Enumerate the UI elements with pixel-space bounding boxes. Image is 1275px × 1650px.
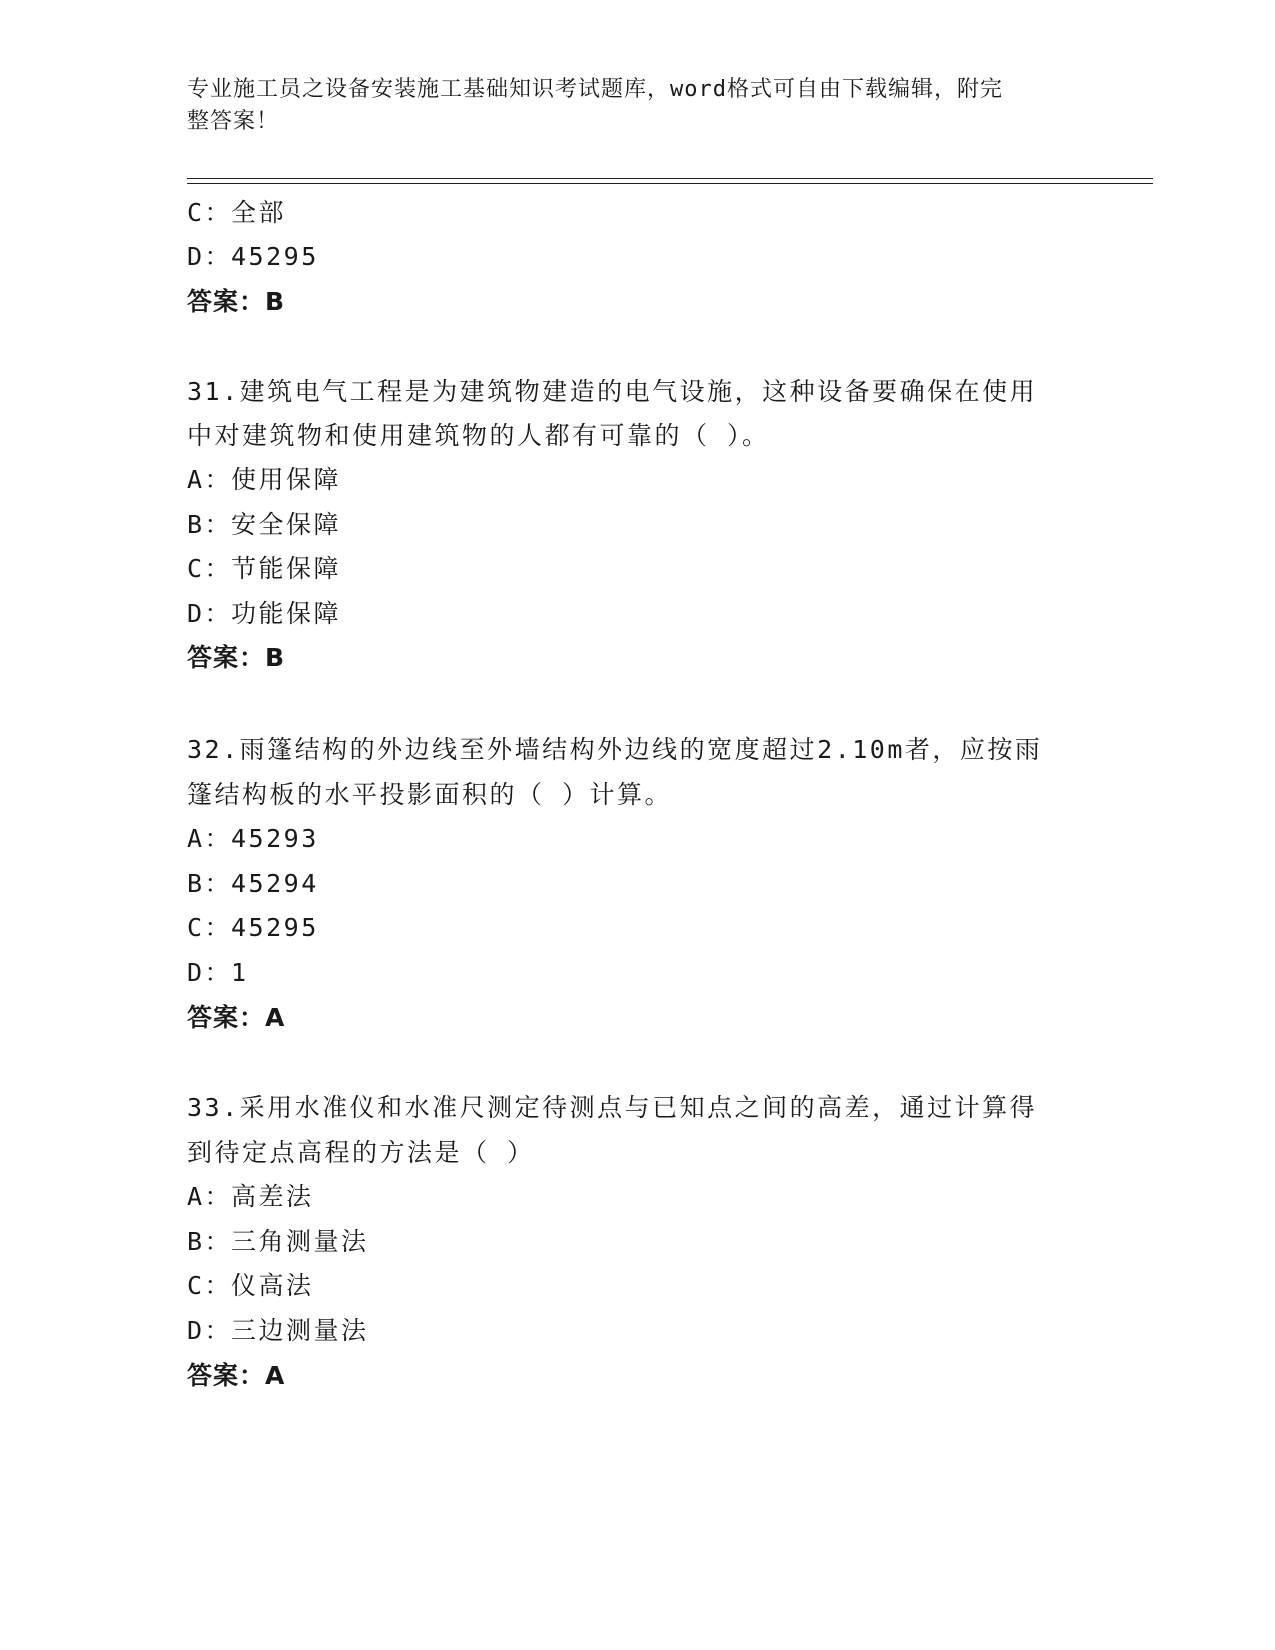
answer-line: 答案：B — [187, 287, 286, 316]
answer-line: 答案：B — [187, 643, 286, 672]
option-text: 45293 — [231, 824, 319, 853]
question-32-stem-line-2: 篷结构板的水平投影面积的（ ）计算。 — [187, 780, 673, 809]
option-d — [187, 1311, 369, 1347]
option-d — [187, 953, 249, 989]
header-divider-bottom — [187, 183, 1153, 184]
option-c — [187, 1266, 314, 1302]
option-text: 45295 — [231, 913, 319, 942]
option-key: A： — [187, 824, 233, 853]
option-key: C： — [187, 913, 233, 942]
header-divider-top — [187, 178, 1153, 179]
option-c — [187, 549, 341, 585]
option-a — [187, 1177, 314, 1213]
option-b — [187, 505, 341, 541]
option-c — [187, 193, 286, 229]
option-key: B： — [187, 1227, 233, 1256]
answer-line: 答案：A — [187, 1361, 286, 1390]
option-text: 节能保障 — [231, 554, 342, 583]
question-31-stem-line-2: 中对建筑物和使用建筑物的人都有可靠的（ ）。 — [187, 421, 770, 450]
option-key: A： — [187, 1182, 233, 1211]
question-33-stem-line-1: 33.采用水准仪和水准尺测定待测点与已知点之间的高差，通过计算得 — [187, 1093, 1038, 1122]
answer-line: 答案：A — [187, 1003, 286, 1032]
option-key: B： — [187, 510, 233, 539]
option-text: 全部 — [231, 198, 287, 227]
option-c — [187, 908, 319, 944]
option-text: 45295 — [231, 242, 319, 271]
question-33-stem-line-2: 到待定点高程的方法是（ ） — [187, 1138, 535, 1167]
option-key: D： — [187, 599, 233, 628]
option-key: D： — [187, 242, 233, 271]
option-key: C： — [187, 554, 233, 583]
option-text: 45294 — [231, 869, 319, 898]
option-b — [187, 1222, 369, 1258]
option-a — [187, 460, 341, 496]
option-text: 安全保障 — [231, 510, 342, 539]
option-text: 仪高法 — [231, 1271, 314, 1300]
option-d — [187, 594, 341, 630]
option-key: D： — [187, 1316, 233, 1345]
option-key: D： — [187, 958, 233, 987]
header-line-2: 整答案！ — [187, 109, 280, 134]
option-key: A： — [187, 465, 233, 494]
document-header — [187, 74, 1067, 138]
option-text: 三角测量法 — [231, 1227, 369, 1256]
question-32-stem-line-1: 32.雨篷结构的外边线至外墙结构外边线的宽度超过2.10m者，应按雨 — [187, 735, 1043, 764]
option-text: 三边测量法 — [231, 1316, 369, 1345]
option-text: 使用保障 — [231, 465, 342, 494]
option-text: 功能保障 — [231, 599, 342, 628]
option-key: B： — [187, 869, 233, 898]
option-d — [187, 237, 319, 273]
option-b — [187, 864, 319, 900]
option-text: 1 — [231, 958, 249, 987]
option-key: C： — [187, 198, 233, 227]
option-text: 高差法 — [231, 1182, 314, 1211]
option-key: C： — [187, 1271, 233, 1300]
header-line-1: 专业施工员之设备安装施工基础知识考试题库，word格式可自由下载编辑，附完 — [187, 77, 1003, 102]
option-a — [187, 819, 319, 855]
question-31-stem-line-1: 31.建筑电气工程是为建筑物建造的电气设施，这种设备要确保在使用 — [187, 377, 1038, 406]
